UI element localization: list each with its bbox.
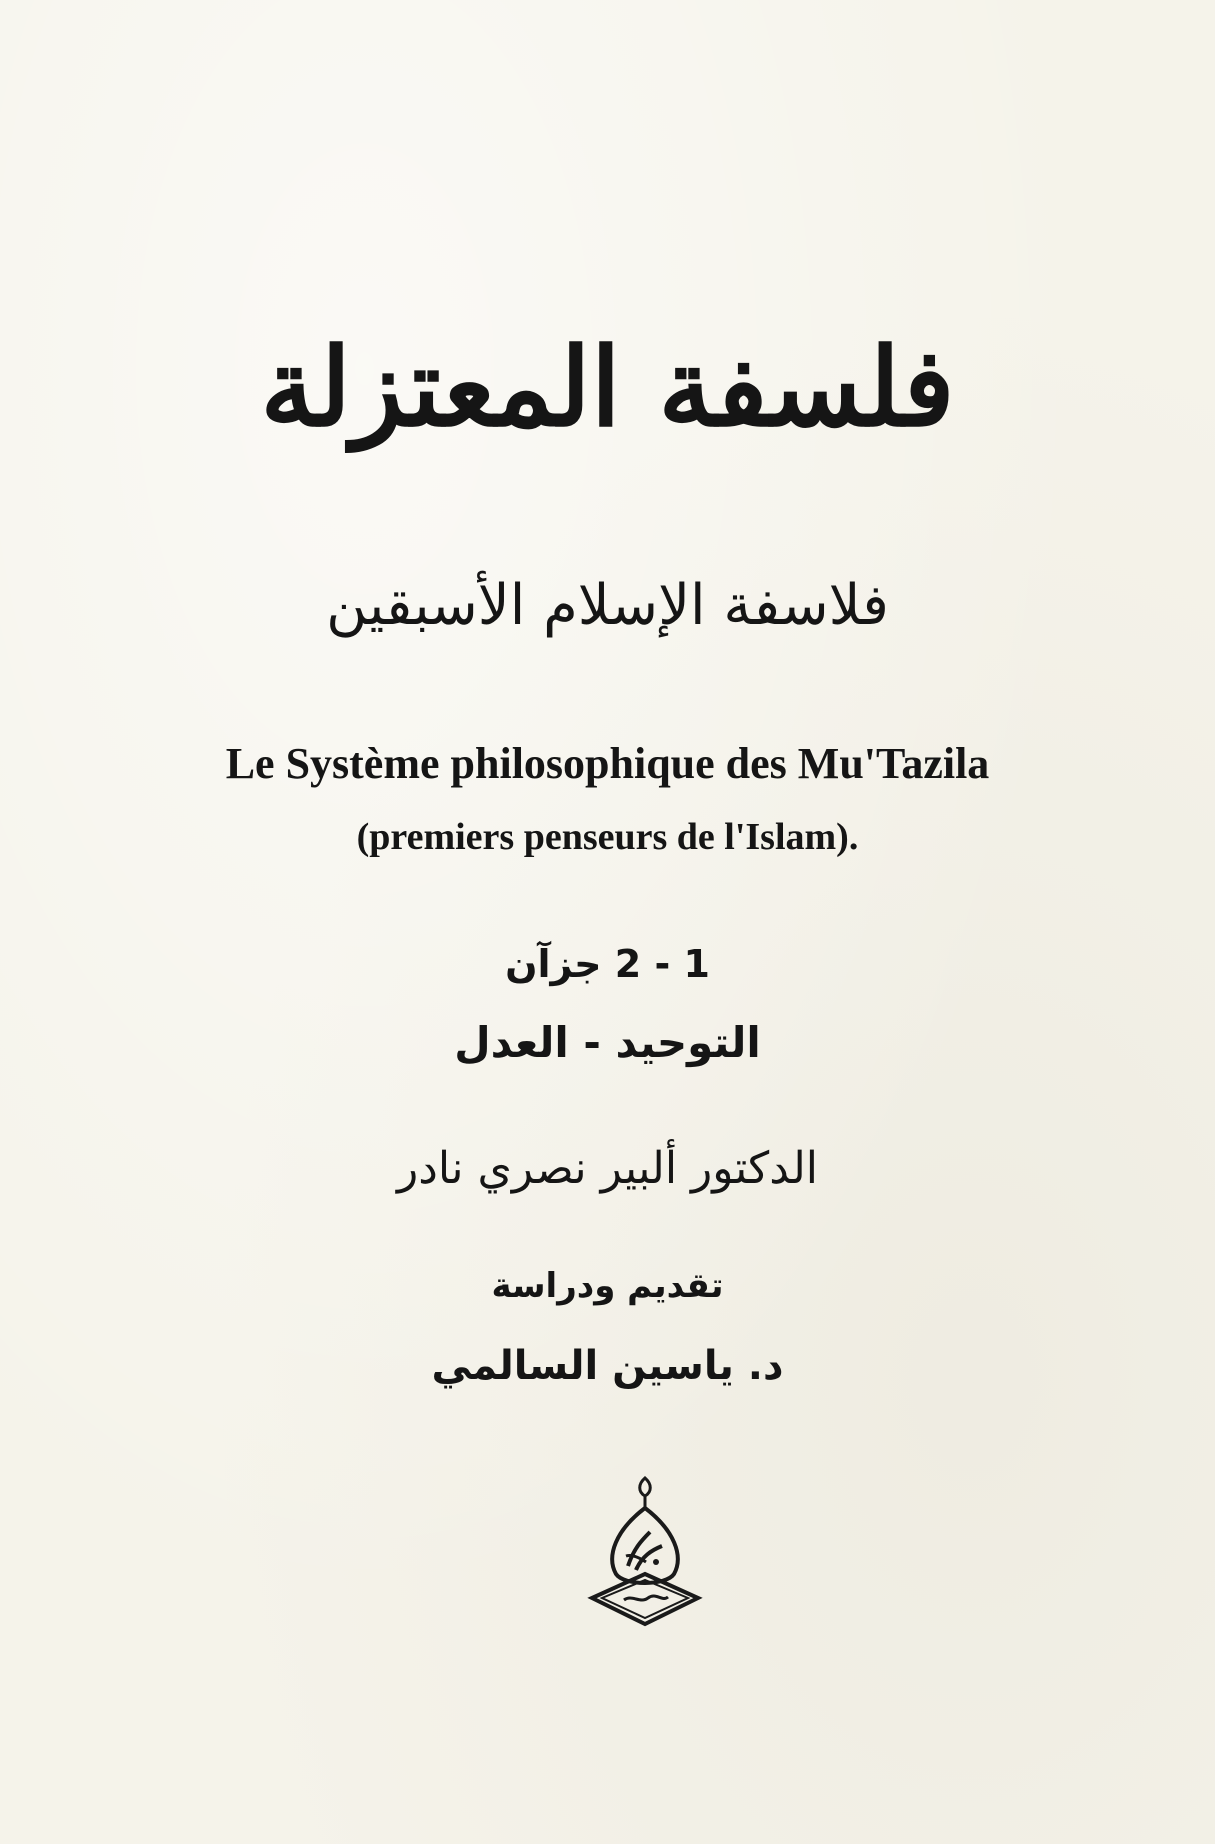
author-name: الدكتور ألبير نصري نادر [397, 1143, 818, 1194]
arabic-main-title: فلسفة المعتزلة [260, 325, 955, 451]
publisher-emblem-icon [576, 1470, 714, 1634]
arabic-subtitle: فلاسفة الإسلام الأسبقين [326, 573, 889, 638]
parts-label: التوحيد - العدل [454, 1018, 761, 1067]
french-subtitle: (premiers penseurs de l'Islam). [356, 816, 859, 858]
french-title: Le Système philosophique des Mu'Tazila [225, 739, 990, 788]
volumes-label: 1 - 2 جزآن [505, 942, 710, 986]
introduction-author: د. ياسين السالمي [431, 1343, 784, 1389]
introduction-label: تقديم ودراسة [491, 1266, 724, 1306]
